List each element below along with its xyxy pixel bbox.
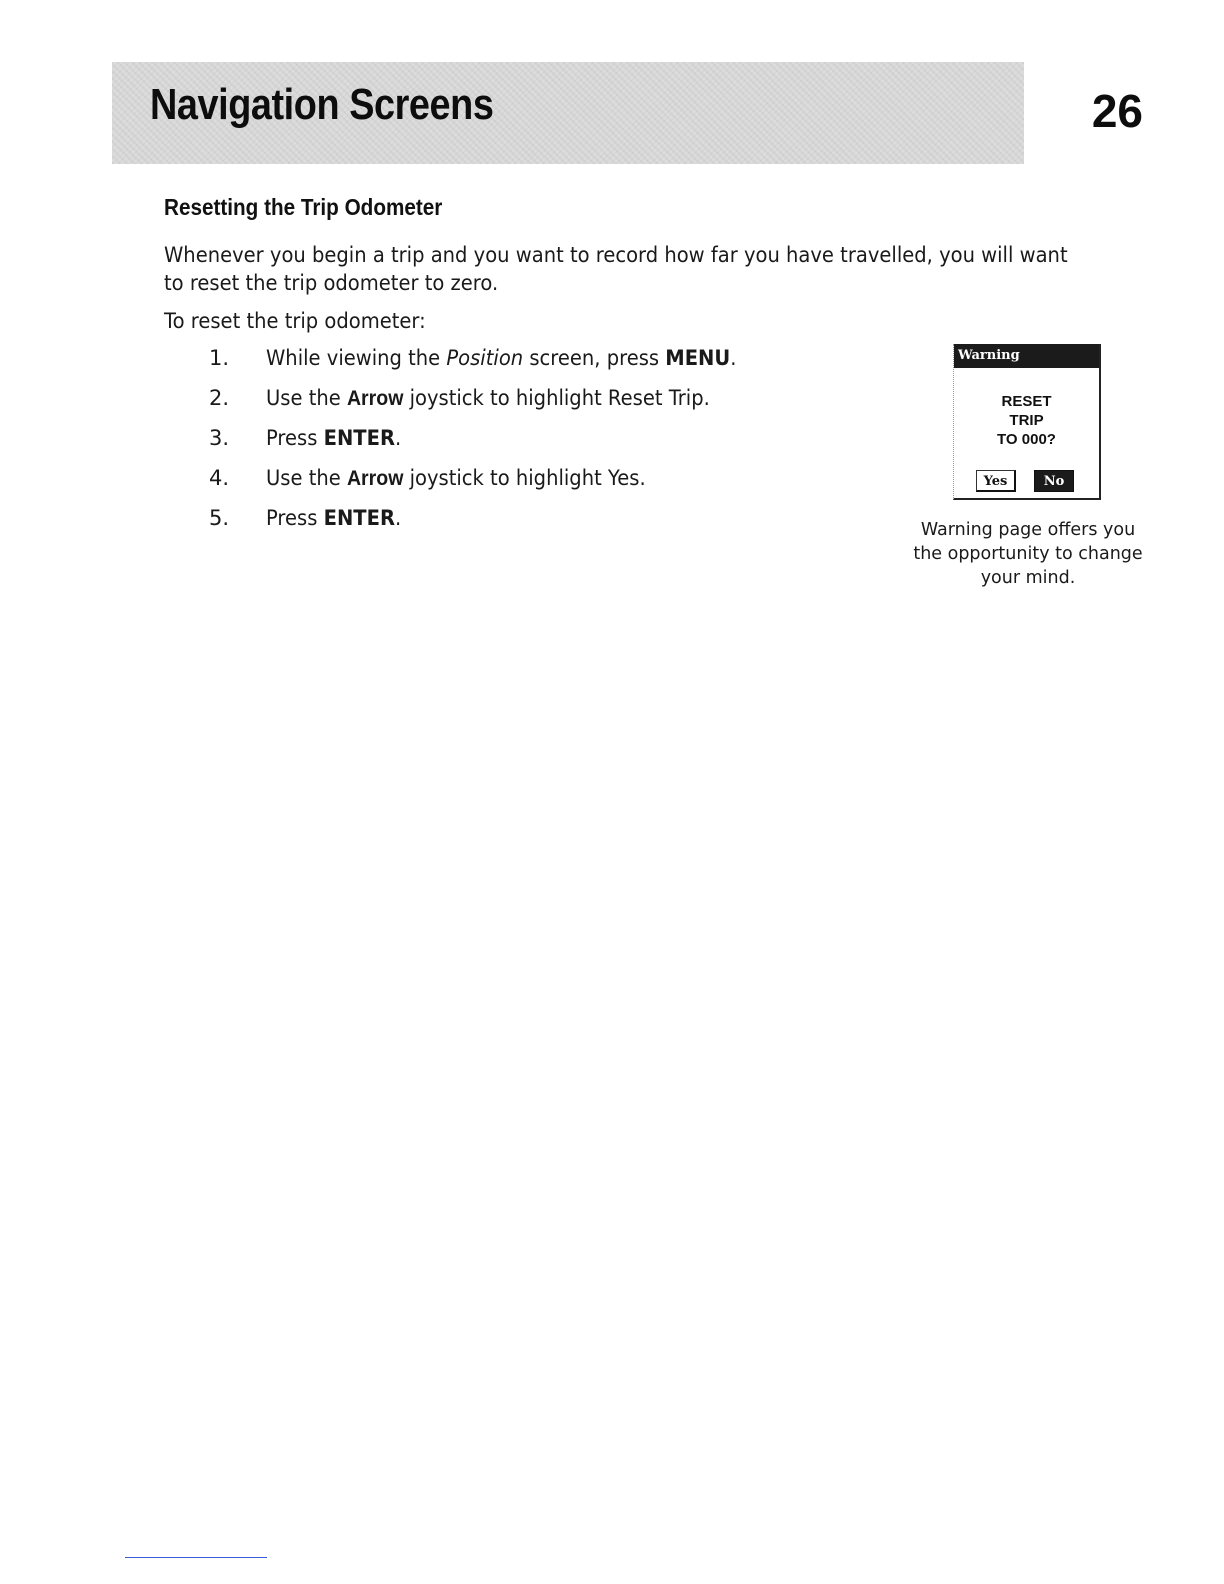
key-name: Arrow: [346, 387, 404, 410]
step-text: Press ENTER.: [266, 426, 402, 450]
page-number: 26: [1091, 85, 1143, 137]
warning-title-bar: Warning: [954, 344, 1099, 368]
warning-message: [954, 392, 1099, 449]
warning-message-line: TRIP: [1009, 412, 1044, 429]
step-number: 1.: [209, 346, 230, 370]
step-number: 3.: [209, 426, 230, 450]
caption-line: Warning page offers you: [920, 520, 1136, 540]
menu-option-name: Reset Trip: [607, 386, 704, 410]
key-name: MENU: [665, 346, 731, 370]
chapter-title: Navigation Screens: [150, 80, 494, 129]
intro-paragraph: Whenever you begin a trip and you want to record how far you have travelled, you will want to reset the trip odometer to zero.: [164, 243, 1068, 295]
step-text: Press ENTER.: [266, 506, 402, 530]
step-text: Use the Arrow joystick to highlight Yes.: [266, 466, 646, 490]
key-name: ENTER: [323, 426, 396, 450]
key-name: ENTER: [323, 506, 396, 530]
step-number: 4.: [209, 466, 230, 490]
no-button: No: [1034, 470, 1074, 492]
menu-option-name: Yes: [607, 466, 640, 490]
key-name: Arrow: [346, 467, 404, 490]
step-number: 5.: [209, 506, 230, 530]
screen-name: Position: [446, 346, 524, 370]
caption-line: the opportunity to change: [913, 544, 1143, 564]
caption-line: your mind.: [980, 568, 1076, 588]
footer-rule: [125, 1557, 267, 1558]
step-text: While viewing the Position screen, press MENU.: [266, 346, 737, 370]
step-text: Use the Arrow joystick to highlight Reset Trip.: [266, 386, 710, 410]
yes-button: Yes: [976, 470, 1016, 492]
warning-message-line: RESET: [1001, 393, 1052, 410]
step-number: 2.: [209, 386, 230, 410]
figure-caption: [903, 518, 1153, 590]
section-heading: Resetting the Trip Odometer: [164, 194, 443, 220]
warning-message-line: TO 000?: [997, 431, 1056, 448]
warning-screen-figure: [953, 344, 1101, 500]
steps-lead-in: To reset the trip odometer:: [164, 309, 426, 333]
